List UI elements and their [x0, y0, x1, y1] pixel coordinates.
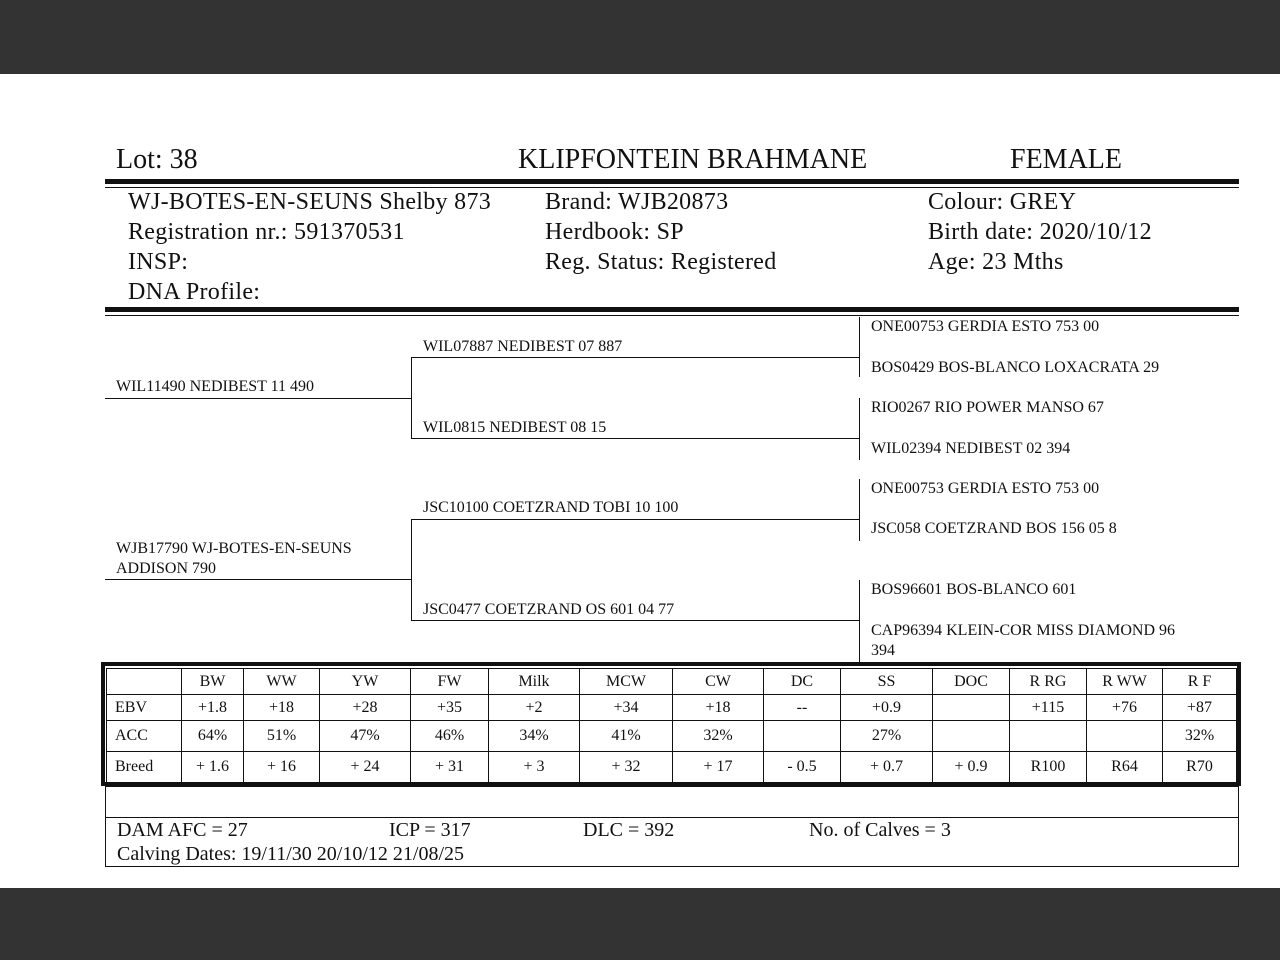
dam-dam-dam-line2: 394: [871, 642, 895, 659]
herdbook-field: Herdbook: SP: [545, 219, 684, 245]
ebv-header-cell: CW: [673, 669, 764, 695]
breed-cell: + 0.9: [933, 752, 1010, 783]
ebv-header-cell: R F: [1163, 669, 1237, 695]
breed-cell: R64: [1087, 752, 1163, 783]
ebv-cell: --: [764, 695, 841, 721]
breed-row-label: Breed: [107, 752, 182, 783]
ebv-header-cell: R WW: [1087, 669, 1163, 695]
breed-row: [107, 752, 1237, 783]
breed-cell: + 31: [411, 752, 489, 783]
header-rule-thin: [105, 187, 1239, 188]
sire-bracket: [411, 357, 412, 439]
ebv-cell: +18: [673, 695, 764, 721]
dam-afc: DAM AFC = 27: [117, 819, 248, 841]
acc-cell: [933, 721, 1010, 752]
breeder-name: KLIPFONTEIN BRAHMANE: [518, 144, 868, 175]
ds-bracket: [859, 479, 860, 541]
animal-name: WJ-BOTES-EN-SEUNS Shelby 873: [128, 189, 492, 215]
ebv-header-cell: WW: [244, 669, 320, 695]
dlc-value: DLC = 392: [583, 819, 675, 841]
lot-number: Lot: 38: [116, 144, 198, 175]
dam-dam-line: [411, 620, 860, 621]
dam-sire-sire-name: ONE00753 GERDIA ESTO 753 00: [871, 480, 1100, 497]
sire-sire-line: [411, 357, 860, 358]
breed-cell: - 0.5: [764, 752, 841, 783]
sire-sire-sire-name: ONE00753 GERDIA ESTO 753 00: [871, 318, 1100, 335]
acc-cell: 41%: [580, 721, 673, 752]
ebv-cell: +34: [580, 695, 673, 721]
sex-label: FEMALE: [1010, 144, 1122, 175]
dam-dam-name: JSC0477 COETZRAND OS 601 04 77: [423, 601, 675, 618]
sire-sire-dam-name: BOS0429 BOS-BLANCO LOXACRATA 29: [871, 359, 1160, 376]
registration-number: Registration nr.: 591370531: [128, 219, 405, 245]
ebv-cell: +1.8: [182, 695, 244, 721]
ebv-row: [107, 695, 1237, 721]
ebv-header-cell: SS: [841, 669, 933, 695]
sire-sire-name: WIL07887 NEDIBEST 07 887: [423, 338, 623, 355]
ebv-table: [106, 668, 1237, 783]
ebv-cell: +35: [411, 695, 489, 721]
breed-cell: + 0.7: [841, 752, 933, 783]
acc-cell: 32%: [1163, 721, 1237, 752]
icp-value: ICP = 317: [389, 819, 471, 841]
acc-cell: 47%: [320, 721, 411, 752]
acc-row-label: ACC: [107, 721, 182, 752]
dam-line: [105, 579, 411, 580]
dam-dam-sire-name: BOS96601 BOS-BLANCO 601: [871, 581, 1077, 598]
acc-cell: 32%: [673, 721, 764, 752]
number-of-calves: No. of Calves = 3: [809, 819, 951, 841]
ebv-header-cell: R RG: [1010, 669, 1087, 695]
breed-cell: + 1.6: [182, 752, 244, 783]
sire-dam-line: [411, 438, 860, 439]
breed-cell: + 24: [320, 752, 411, 783]
top-dark-bar: [0, 0, 1280, 74]
dna-profile-field: DNA Profile:: [128, 279, 261, 305]
insp-field: INSP:: [128, 249, 189, 275]
ebv-header-cell: FW: [411, 669, 489, 695]
ebv-row-label: EBV: [107, 695, 182, 721]
breed-cell: R70: [1163, 752, 1237, 783]
dam-name-line1: WJB17790 WJ-BOTES-EN-SEUNS: [116, 540, 352, 557]
colour-field: Colour: GREY: [928, 189, 1077, 215]
ebv-header-cell: Milk: [489, 669, 580, 695]
ebv-cell: +0.9: [841, 695, 933, 721]
ebv-cell: +28: [320, 695, 411, 721]
ebv-header-cell: [107, 669, 182, 695]
ebv-header-cell: YW: [320, 669, 411, 695]
ebv-cell: +2: [489, 695, 580, 721]
dam-performance-box: [105, 786, 1239, 867]
age-field: Age: 23 Mths: [928, 249, 1064, 275]
ebv-header-row: [107, 669, 1237, 695]
ss-bracket: [859, 317, 860, 377]
ebv-cell: +87: [1163, 695, 1237, 721]
dam-dam-dam-line1: CAP96394 KLEIN-COR MISS DIAMOND 96: [871, 622, 1176, 639]
acc-cell: 34%: [489, 721, 580, 752]
sire-dam-sire-name: RIO0267 RIO POWER MANSO 67: [871, 399, 1104, 416]
dam-sire-name: JSC10100 COETZRAND TOBI 10 100: [423, 499, 679, 516]
acc-cell: [1087, 721, 1163, 752]
ebv-header-cell: DOC: [933, 669, 1010, 695]
footer-separator: [106, 817, 1238, 818]
sire-dam-dam-name: WIL02394 NEDIBEST 02 394: [871, 440, 1071, 457]
dam-sire-dam-name: JSC058 COETZRAND BOS 156 05 8: [871, 520, 1117, 537]
birth-date-field: Birth date: 2020/10/12: [928, 219, 1152, 245]
sire-line: [105, 398, 411, 399]
ebv-header-cell: MCW: [580, 669, 673, 695]
breed-cell: + 16: [244, 752, 320, 783]
info-rule-thick: [105, 307, 1239, 312]
bottom-dark-bar: [0, 888, 1280, 960]
breed-cell: + 3: [489, 752, 580, 783]
ebv-header-cell: DC: [764, 669, 841, 695]
ebv-cell: +76: [1087, 695, 1163, 721]
acc-cell: 46%: [411, 721, 489, 752]
reg-status-field: Reg. Status: Registered: [545, 249, 777, 275]
sd-bracket: [859, 398, 860, 460]
acc-cell: 64%: [182, 721, 244, 752]
dd-bracket: [859, 580, 860, 662]
dam-sire-line: [411, 519, 860, 520]
breed-cell: R100: [1010, 752, 1087, 783]
acc-cell: [1010, 721, 1087, 752]
ebv-cell: +115: [1010, 695, 1087, 721]
ebv-cell: [933, 695, 1010, 721]
dam-name-line2: ADDISON 790: [116, 560, 216, 577]
acc-row: [107, 721, 1237, 752]
calving-dates: Calving Dates: 19/11/30 20/10/12 21/08/25: [117, 843, 465, 865]
ebv-cell: +18: [244, 695, 320, 721]
sire-name: WIL11490 NEDIBEST 11 490: [116, 378, 315, 395]
info-rule-thin: [105, 315, 1239, 316]
acc-cell: [764, 721, 841, 752]
ebv-header-cell: BW: [182, 669, 244, 695]
dam-bracket: [411, 519, 412, 621]
breed-cell: + 32: [580, 752, 673, 783]
brand-field: Brand: WJB20873: [545, 189, 729, 215]
breed-cell: + 17: [673, 752, 764, 783]
header-rule-thick: [105, 179, 1239, 184]
acc-cell: 51%: [244, 721, 320, 752]
sire-dam-name: WIL0815 NEDIBEST 08 15: [423, 419, 607, 436]
acc-cell: 27%: [841, 721, 933, 752]
